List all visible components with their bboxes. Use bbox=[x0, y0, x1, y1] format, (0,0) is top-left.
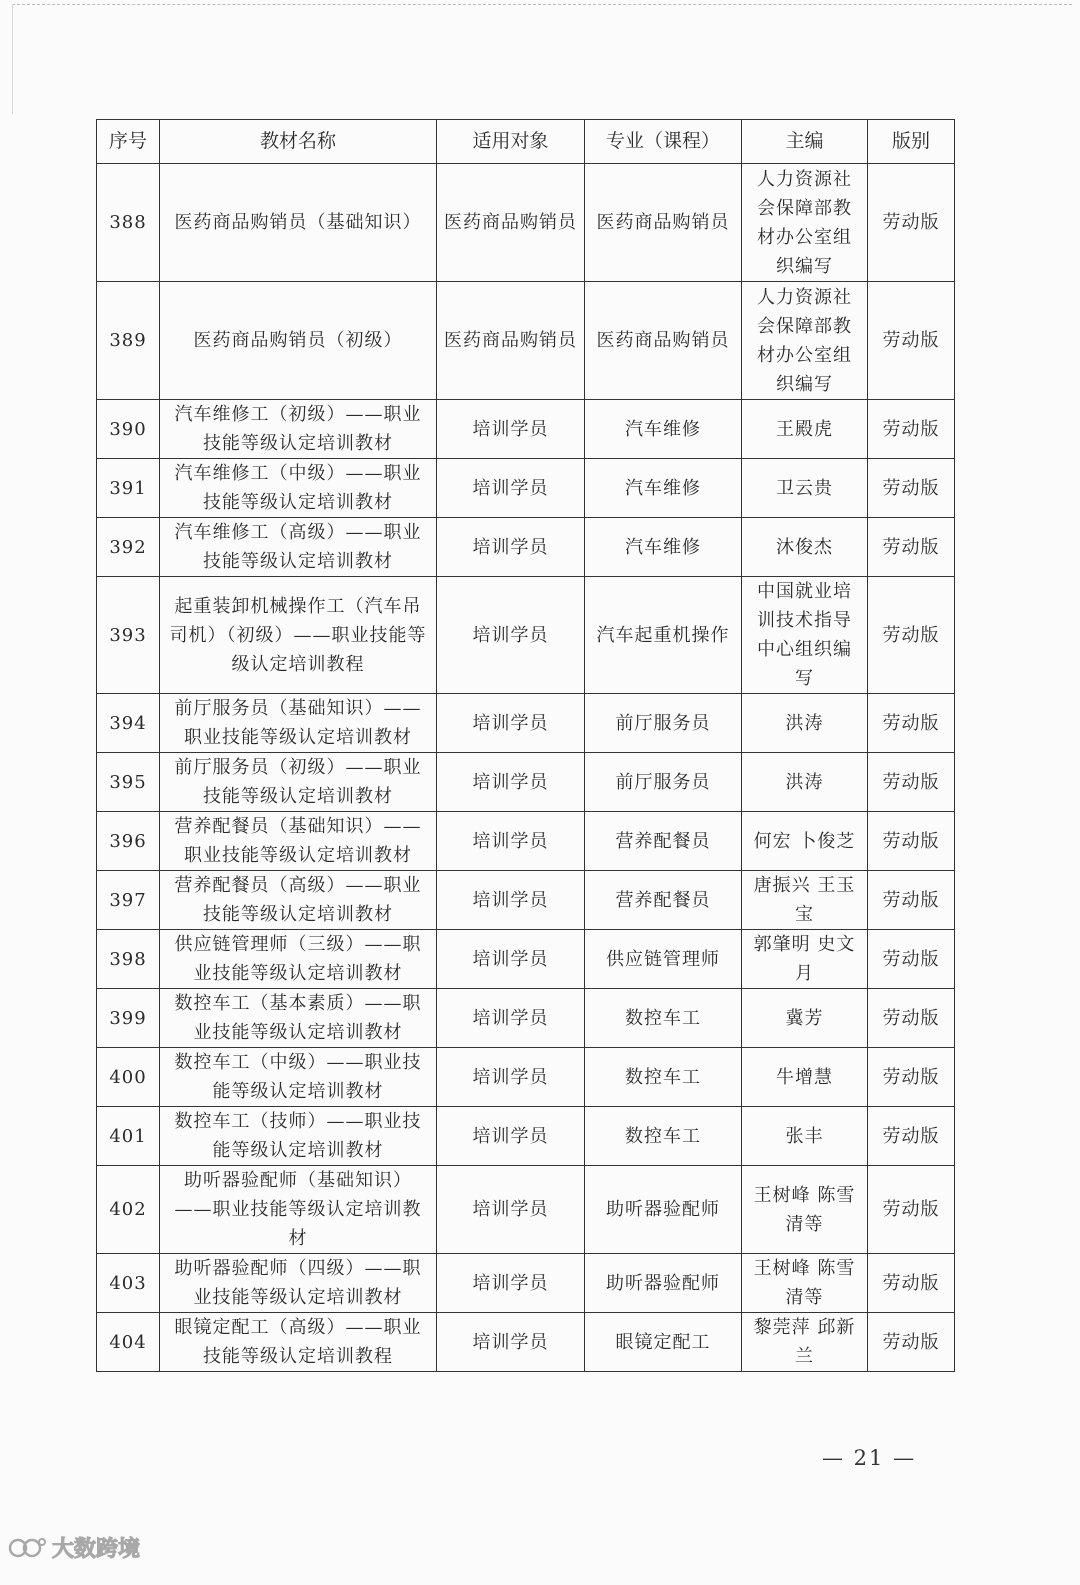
row-target: 培训学员 bbox=[437, 812, 585, 871]
row-major: 前厅服务员 bbox=[585, 694, 742, 753]
row-editor: 中国就业培训技术指导中心组织编写 bbox=[742, 577, 868, 694]
row-seq: 403 bbox=[97, 1254, 160, 1313]
watermark-logo-icon bbox=[8, 1534, 48, 1562]
header-major: 专业（课程） bbox=[585, 120, 742, 164]
row-major: 助听器验配师 bbox=[585, 1254, 742, 1313]
row-edition: 劳动版 bbox=[868, 282, 955, 400]
row-editor: 何宏 卜俊芝 bbox=[742, 812, 868, 871]
table-row bbox=[97, 1254, 955, 1313]
row-target: 医药商品购销员 bbox=[437, 164, 585, 282]
row-edition: 劳动版 bbox=[868, 1166, 955, 1254]
table-row bbox=[97, 518, 955, 577]
row-textbook-name: 数控车工（基本素质）——职业技能等级认定培训教材 bbox=[160, 989, 437, 1048]
table-body bbox=[97, 164, 955, 1372]
row-textbook-name: 助听器验配师（四级）——职业技能等级认定培训教材 bbox=[160, 1254, 437, 1313]
row-editor: 洪涛 bbox=[742, 694, 868, 753]
table-row bbox=[97, 1048, 955, 1107]
row-editor: 王树峰 陈雪清等 bbox=[742, 1166, 868, 1254]
row-editor: 唐振兴 王玉宝 bbox=[742, 871, 868, 930]
row-major: 医药商品购销员 bbox=[585, 164, 742, 282]
table-row bbox=[97, 400, 955, 459]
row-seq: 401 bbox=[97, 1107, 160, 1166]
row-textbook-name: 汽车维修工（高级）——职业技能等级认定培训教材 bbox=[160, 518, 437, 577]
row-major: 供应链管理师 bbox=[585, 930, 742, 989]
row-target: 培训学员 bbox=[437, 1166, 585, 1254]
watermark-text: 大数跨境 bbox=[52, 1537, 141, 1562]
row-seq: 398 bbox=[97, 930, 160, 989]
row-seq: 394 bbox=[97, 694, 160, 753]
row-major: 眼镜定配工 bbox=[585, 1313, 742, 1372]
row-edition: 劳动版 bbox=[868, 1313, 955, 1372]
row-target: 培训学员 bbox=[437, 930, 585, 989]
row-edition: 劳动版 bbox=[868, 989, 955, 1048]
row-textbook-name: 助听器验配师（基础知识）——职业技能等级认定培训教材 bbox=[160, 1166, 437, 1254]
row-editor: 王殿虎 bbox=[742, 400, 868, 459]
row-major: 医药商品购销员 bbox=[585, 282, 742, 400]
header-edition: 版别 bbox=[868, 120, 955, 164]
table-row bbox=[97, 871, 955, 930]
table-row bbox=[97, 282, 955, 400]
row-seq: 397 bbox=[97, 871, 160, 930]
row-major: 营养配餐员 bbox=[585, 871, 742, 930]
row-edition: 劳动版 bbox=[868, 871, 955, 930]
row-edition: 劳动版 bbox=[868, 459, 955, 518]
row-edition: 劳动版 bbox=[868, 694, 955, 753]
table-row bbox=[97, 164, 955, 282]
row-seq: 388 bbox=[97, 164, 160, 282]
row-target: 培训学员 bbox=[437, 871, 585, 930]
row-textbook-name: 眼镜定配工（高级）——职业技能等级认定培训教程 bbox=[160, 1313, 437, 1372]
row-editor: 牛增慧 bbox=[742, 1048, 868, 1107]
row-textbook-name: 汽车维修工（初级）——职业技能等级认定培训教材 bbox=[160, 400, 437, 459]
row-target: 培训学员 bbox=[437, 694, 585, 753]
row-edition: 劳动版 bbox=[868, 577, 955, 694]
row-major: 营养配餐员 bbox=[585, 812, 742, 871]
row-seq: 389 bbox=[97, 282, 160, 400]
table-row bbox=[97, 753, 955, 812]
row-editor: 王树峰 陈雪清等 bbox=[742, 1254, 868, 1313]
row-seq: 402 bbox=[97, 1166, 160, 1254]
textbook-catalog-table bbox=[96, 119, 955, 1372]
row-seq: 391 bbox=[97, 459, 160, 518]
row-editor: 郭肇明 史文月 bbox=[742, 930, 868, 989]
row-editor: 洪涛 bbox=[742, 753, 868, 812]
row-target: 培训学员 bbox=[437, 753, 585, 812]
table-row bbox=[97, 1313, 955, 1372]
row-edition: 劳动版 bbox=[868, 930, 955, 989]
header-seq: 序号 bbox=[97, 120, 160, 164]
row-target: 培训学员 bbox=[437, 577, 585, 694]
row-textbook-name: 前厅服务员（基础知识）——职业技能等级认定培训教材 bbox=[160, 694, 437, 753]
header-row bbox=[97, 120, 955, 164]
table-row bbox=[97, 577, 955, 694]
row-seq: 390 bbox=[97, 400, 160, 459]
row-textbook-name: 数控车工（中级）——职业技能等级认定培训教材 bbox=[160, 1048, 437, 1107]
row-major: 数控车工 bbox=[585, 1048, 742, 1107]
scan-edge bbox=[12, 4, 13, 114]
row-major: 前厅服务员 bbox=[585, 753, 742, 812]
row-target: 培训学员 bbox=[437, 518, 585, 577]
row-major: 汽车维修 bbox=[585, 400, 742, 459]
row-edition: 劳动版 bbox=[868, 518, 955, 577]
header-textbook-name: 教材名称 bbox=[160, 120, 437, 164]
row-edition: 劳动版 bbox=[868, 1048, 955, 1107]
row-seq: 393 bbox=[97, 577, 160, 694]
row-seq: 399 bbox=[97, 989, 160, 1048]
row-textbook-name: 供应链管理师（三级）——职业技能等级认定培训教材 bbox=[160, 930, 437, 989]
row-textbook-name: 医药商品购销员（初级） bbox=[160, 282, 437, 400]
row-editor: 张丰 bbox=[742, 1107, 868, 1166]
row-major: 数控车工 bbox=[585, 989, 742, 1048]
row-edition: 劳动版 bbox=[868, 164, 955, 282]
table-row bbox=[97, 694, 955, 753]
row-textbook-name: 前厅服务员（初级）——职业技能等级认定培训教材 bbox=[160, 753, 437, 812]
row-editor: 黎莞萍 邱新兰 bbox=[742, 1313, 868, 1372]
row-major: 汽车维修 bbox=[585, 459, 742, 518]
table-row bbox=[97, 1166, 955, 1254]
row-edition: 劳动版 bbox=[868, 1107, 955, 1166]
row-textbook-name: 数控车工（技师）——职业技能等级认定培训教材 bbox=[160, 1107, 437, 1166]
watermark bbox=[8, 1532, 140, 1563]
table-row bbox=[97, 812, 955, 871]
table-row bbox=[97, 930, 955, 989]
row-seq: 396 bbox=[97, 812, 160, 871]
row-textbook-name: 医药商品购销员（基础知识） bbox=[160, 164, 437, 282]
row-editor: 人力资源社会保障部教材办公室组织编写 bbox=[742, 164, 868, 282]
row-target: 培训学员 bbox=[437, 459, 585, 518]
row-target: 培训学员 bbox=[437, 989, 585, 1048]
row-major: 数控车工 bbox=[585, 1107, 742, 1166]
table-row bbox=[97, 1107, 955, 1166]
table-row bbox=[97, 459, 955, 518]
row-seq: 404 bbox=[97, 1313, 160, 1372]
table-header bbox=[97, 120, 955, 164]
row-seq: 392 bbox=[97, 518, 160, 577]
row-editor: 沐俊杰 bbox=[742, 518, 868, 577]
row-seq: 395 bbox=[97, 753, 160, 812]
table-row bbox=[97, 989, 955, 1048]
row-target: 培训学员 bbox=[437, 1254, 585, 1313]
row-edition: 劳动版 bbox=[868, 1254, 955, 1313]
row-editor: 人力资源社会保障部教材办公室组织编写 bbox=[742, 282, 868, 400]
row-textbook-name: 营养配餐员（高级）——职业技能等级认定培训教材 bbox=[160, 871, 437, 930]
header-target: 适用对象 bbox=[437, 120, 585, 164]
row-edition: 劳动版 bbox=[868, 812, 955, 871]
row-editor: 冀芳 bbox=[742, 989, 868, 1048]
scan-edge bbox=[12, 4, 1072, 7]
row-target: 医药商品购销员 bbox=[437, 282, 585, 400]
row-textbook-name: 汽车维修工（中级）——职业技能等级认定培训教材 bbox=[160, 459, 437, 518]
row-major: 助听器验配师 bbox=[585, 1166, 742, 1254]
row-target: 培训学员 bbox=[437, 1107, 585, 1166]
row-textbook-name: 营养配餐员（基础知识）——职业技能等级认定培训教材 bbox=[160, 812, 437, 871]
row-editor: 卫云贵 bbox=[742, 459, 868, 518]
row-major: 汽车起重机操作 bbox=[585, 577, 742, 694]
row-textbook-name: 起重装卸机械操作工（汽车吊司机）（初级）——职业技能等级认定培训教程 bbox=[160, 577, 437, 694]
row-seq: 400 bbox=[97, 1048, 160, 1107]
row-edition: 劳动版 bbox=[868, 400, 955, 459]
row-target: 培训学员 bbox=[437, 1313, 585, 1372]
row-target: 培训学员 bbox=[437, 400, 585, 459]
header-editor: 主编 bbox=[742, 120, 868, 164]
row-target: 培训学员 bbox=[437, 1048, 585, 1107]
page-number: — 21 — bbox=[822, 1446, 917, 1470]
row-major: 汽车维修 bbox=[585, 518, 742, 577]
row-edition: 劳动版 bbox=[868, 753, 955, 812]
